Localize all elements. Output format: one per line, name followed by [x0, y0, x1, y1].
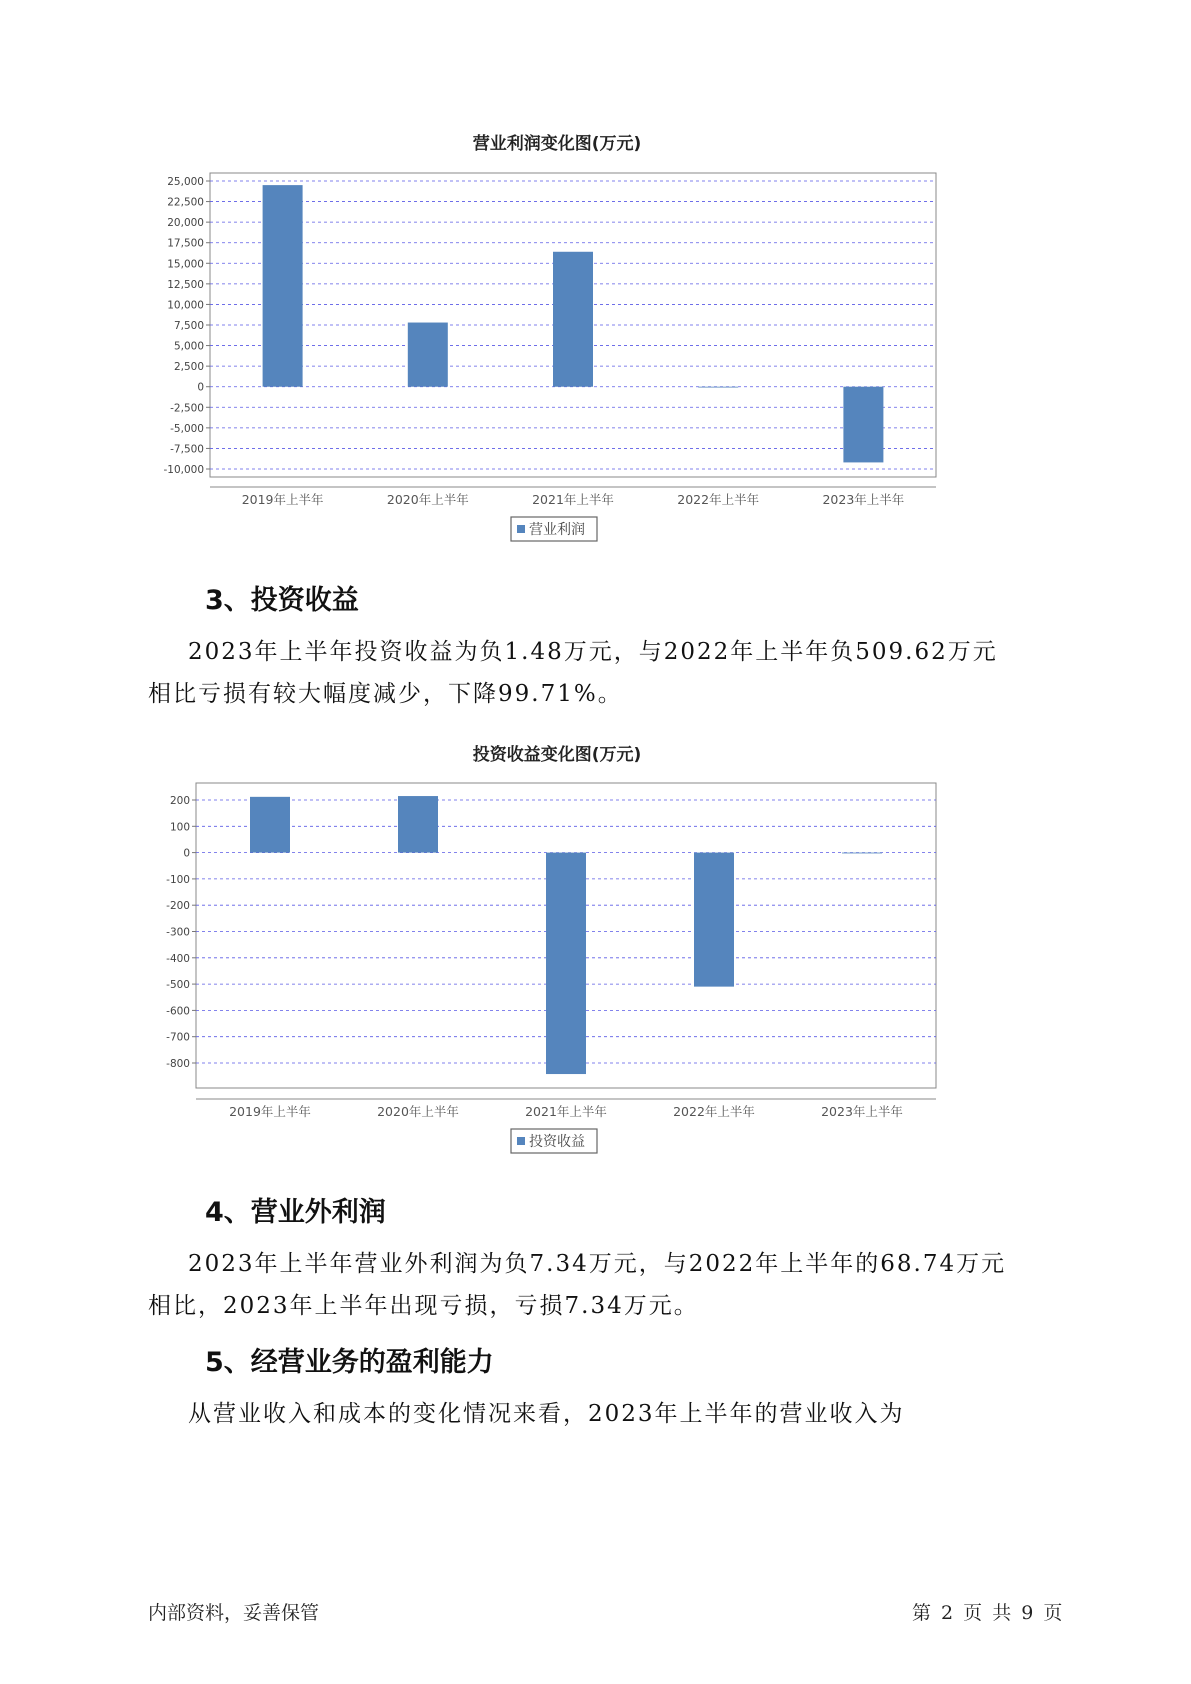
x-tick-label: 2019年上半年 [229, 1104, 311, 1119]
chart-title: 营业利润变化图(万元) [472, 134, 642, 154]
legend [511, 517, 597, 541]
investment-income-chart [150, 736, 1030, 1166]
x-tick-label: 2020年上半年 [386, 492, 469, 507]
y-tick-label: -2,500 [170, 402, 204, 415]
bar [842, 853, 882, 854]
legend-swatch [517, 525, 525, 533]
y-tick-label: -100 [166, 873, 190, 886]
x-tick-label: 2022年上半年 [677, 492, 760, 507]
y-tick-label: -400 [166, 952, 190, 965]
y-tick-label: -10,000 [163, 464, 204, 476]
y-tick-label: 5,000 [173, 340, 204, 353]
y-tick-label: -200 [166, 900, 190, 913]
paragraph-investment-income-line1: 2023年上半年投资收益为负1.48万元，与2022年上半年负509.62万元 [188, 639, 998, 665]
y-tick-label: 200 [169, 795, 190, 807]
x-tick-label: 2019年上半年 [241, 492, 324, 507]
operating-profit-chart [150, 125, 1030, 555]
y-tick-label: -600 [166, 1005, 190, 1018]
section-heading-profitability: 5、经营业务的盈利能力 [205, 1347, 494, 1378]
x-tick-label: 2021年上半年 [525, 1104, 607, 1119]
legend-label: 投资收益 [529, 1134, 585, 1150]
y-tick-label: 12,500 [167, 278, 204, 291]
y-tick-label: 25,000 [167, 176, 204, 188]
y-tick-label: -700 [166, 1031, 190, 1044]
legend [511, 1129, 597, 1153]
bar [694, 853, 734, 987]
y-tick-label: 10,000 [167, 299, 204, 312]
x-tick-label: 2020年上半年 [377, 1104, 459, 1119]
y-tick-label: -5,000 [170, 422, 204, 435]
y-tick-label: 20,000 [167, 217, 204, 230]
bar [250, 797, 290, 853]
y-tick-label: 2,500 [173, 361, 204, 374]
y-tick-label: 0 [197, 381, 204, 394]
footer-confidential-note: 内部资料，妥善保管 [148, 1602, 320, 1624]
x-tick-label: 2022年上半年 [673, 1104, 755, 1119]
x-tick-label: 2021年上半年 [532, 492, 614, 507]
bar [698, 387, 738, 388]
y-tick-label: 15,000 [167, 258, 204, 271]
x-tick-label: 2023年上半年 [822, 492, 905, 507]
bar [263, 185, 303, 387]
bar [546, 853, 586, 1074]
y-tick-label: 7,500 [173, 320, 204, 332]
y-tick-label: -300 [166, 926, 190, 939]
legend-label: 营业利润 [529, 522, 585, 538]
y-tick-label: -500 [166, 979, 190, 992]
y-tick-label: 100 [169, 821, 190, 834]
paragraph-non-operating-line1: 2023年上半年营业外利润为负7.34万元，与2022年上半年的68.74万元 [188, 1251, 1007, 1277]
y-tick-label: 17,500 [167, 237, 204, 250]
y-tick-label: -7,500 [170, 443, 204, 456]
paragraph-profitability-line1: 从营业收入和成本的变化情况来看，2023年上半年的营业收入为 [188, 1401, 905, 1427]
x-tick-label: 2023年上半年 [821, 1104, 903, 1119]
paragraph-investment-income-line2: 相比亏损有较大幅度减少，下降99.71%。 [148, 681, 623, 707]
bar [398, 796, 438, 853]
y-tick-label: 22,500 [167, 196, 204, 209]
legend-swatch [517, 1137, 525, 1145]
footer-page-number: 第 2 页 共 9 页 [912, 1602, 1063, 1624]
y-tick-label: 0 [183, 847, 190, 860]
paragraph-non-operating-line2: 相比，2023年上半年出现亏损，亏损7.34万元。 [148, 1293, 699, 1319]
bar [843, 387, 883, 463]
bar [408, 323, 448, 387]
bar [553, 252, 593, 387]
y-tick-label: -800 [166, 1058, 190, 1070]
chart-title: 投资收益变化图(万元) [472, 745, 642, 765]
investment-income-chart-svg [150, 736, 1030, 1166]
operating-profit-chart-svg [150, 125, 1030, 555]
section-heading-investment-income: 3、投资收益 [205, 585, 359, 616]
section-heading-non-operating-profit: 4、营业外利润 [205, 1197, 386, 1228]
